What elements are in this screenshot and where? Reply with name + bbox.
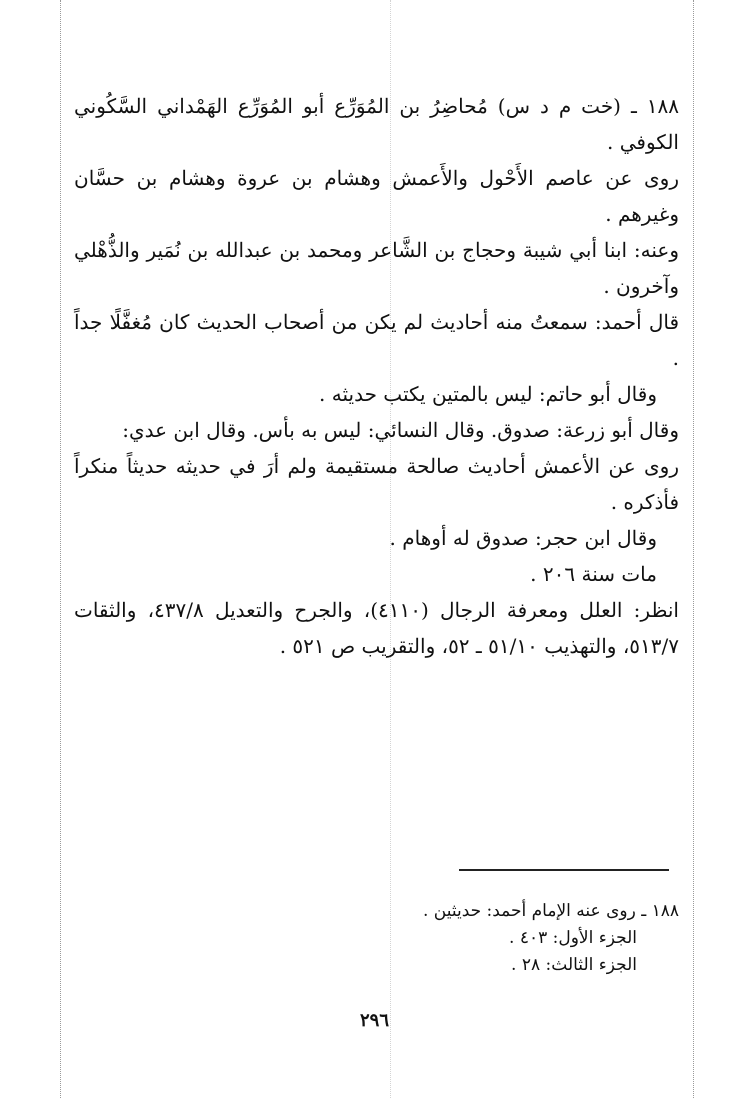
abu-zura-statement: وقال أبو زرعة: صدوق. وقال النسائي: ليس به بأس. وقال ابن عدي: (122, 418, 679, 442)
narrated-by: وعنه: ابنا أبي شيبة وحجاج بن الشَّاعر ومحمد بن عبدالله بن نُمَير والذُّهْلي وآخرون . (74, 238, 679, 298)
page-number: ٢٩٦ (359, 1010, 389, 1031)
footnote-line-3: الجزء الثالث: ٢٨ . (511, 955, 637, 975)
death-year: مات سنة ٢٠٦ . (530, 562, 657, 586)
entry-header: ١٨٨ ـ (خت م د س) مُحاضِرُ بن المُوَرِّع أبو المُوَرِّع الهَمْداني السَّكُوني الكوفي . (74, 94, 679, 154)
scan-margin-line-right (693, 0, 694, 1098)
footnotes (74, 898, 679, 979)
references: انظر: العلل ومعرفة الرجال (٤١١٠)، والجرح والتعديل ٤٣٧/٨، والثقات ٥١٣/٧، والتهذيب ٥١/١٠ ـ ٥٢، والتقريب ص ٥٢١ . (74, 598, 679, 658)
ibn-adi-statement: روى عن الأعمش أحاديث صالحة مستقيمة ولم أرَ في حديثه حديثاً منكراً فأذكره . (74, 454, 679, 514)
footnote-line-1: ١٨٨ ـ روى عنه الإمام أحمد: حديثين . (422, 901, 679, 921)
abu-hatim-statement: وقال أبو حاتم: ليس بالمتين يكتب حديثه . (319, 382, 657, 406)
footnote-line-2: الجزء الأول: ٤٠٣ . (509, 928, 637, 948)
narrated-from: روى عن عاصم الأَحْول والأَعمش وهشام بن عروة وهشام بن حسَّان وغيرهم . (74, 166, 679, 226)
footnote-separator (459, 869, 669, 871)
ahmad-statement: قال أحمد: سمعتُ منه أحاديث لم يكن من أصحاب الحديث كان مُغفَّلًا جداً . (74, 310, 679, 370)
ibn-hajar-statement: وقال ابن حجر: صدوق له أوهام . (389, 526, 657, 550)
scan-margin-line-left (60, 0, 61, 1098)
entry-body (74, 88, 679, 664)
